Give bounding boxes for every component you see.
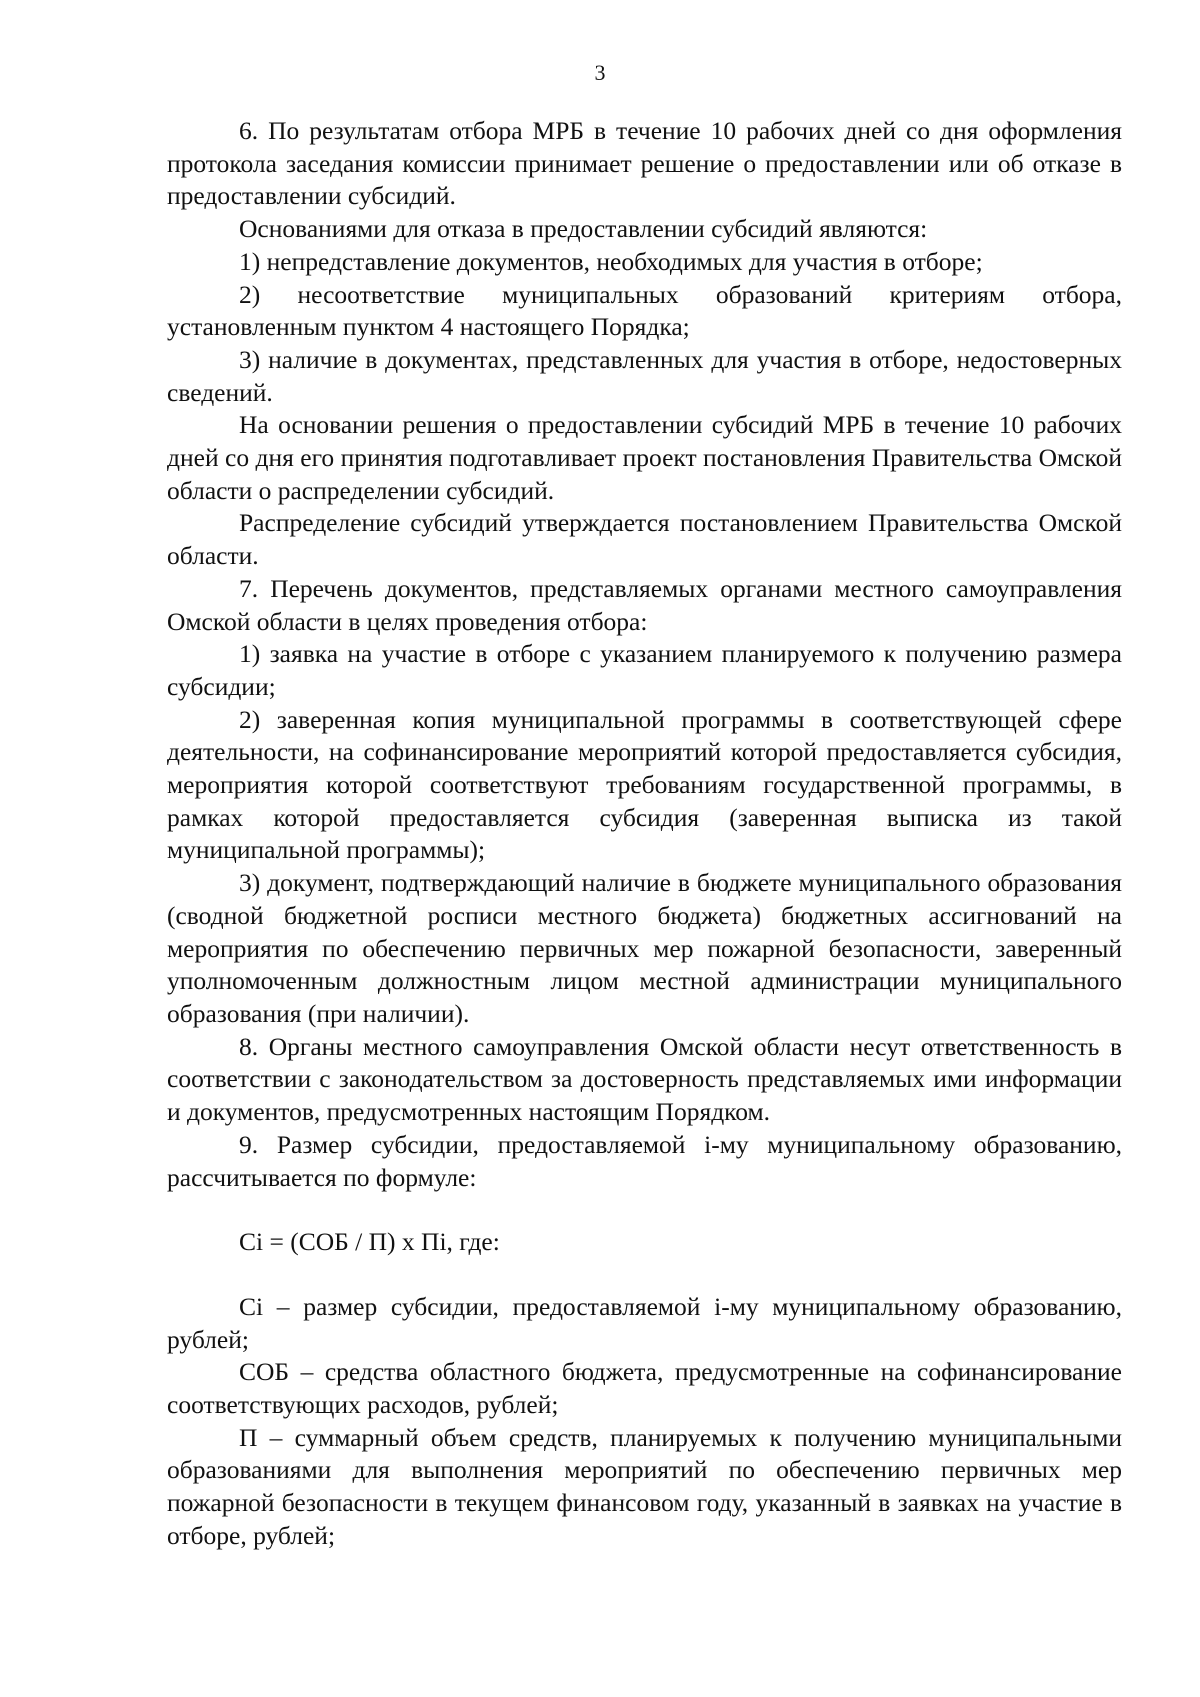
paragraph-distribution: Распределение субсидий утверждается постановлением Правительства Омской области. [167, 508, 1122, 571]
definition-sob: СОБ – средства областного бюджета, предусмотренные на софинансирование соответствующих расходов, рублей; [167, 1357, 1122, 1420]
subsidy-formula: Ci = (СОБ / П) x Пi, где: [239, 1227, 500, 1257]
paragraph-6-decision: 6. По результатам отбора МРБ в течение 10 рабочих дней со дня оформления протокола заседания комиссии принимает решение о предоставлении или об отказе в предоставлении субсидий. [167, 116, 1122, 211]
paragraph-8-responsibility: 8. Органы местного самоуправления Омской области несут ответственность в соответствии с законодательством за достоверность представляемых ими информации и документов, предусмотренных настоящим Порядком. [167, 1031, 1122, 1127]
document-item-1: 1) заявка на участие в отборе с указанием планируемого к получению размера субсидии; [167, 639, 1122, 701]
document-item-2: 2) заверенная копия муниципальной программы в соответствующей сфере деятельности, на софинансирование мероприятий которой предоставляется субсидия, мероприятия которой соответствуют требованиям государственной программы, в рамках которой предоставляется субсидия (заверенная выписка из такой муниципальной программы); [167, 704, 1122, 865]
definition-ci: Ci – размер субсидии, предоставляемой i-му муниципальному образованию, рублей; [167, 1291, 1122, 1354]
paragraph-refusal-grounds: Основаниями для отказа в предоставлении субсидий являются: [239, 214, 928, 244]
paragraph-7-documents-list: 7. Перечень документов, представляемых органами местного самоуправления Омской области в целях проведения отбора: [167, 573, 1122, 636]
refusal-ground-3: 3) наличие в документах, представленных для участия в отборе, недостоверных сведений. [167, 344, 1122, 407]
page-number: 3 [594, 60, 606, 85]
definition-p: П – суммарный объем средств, планируемых к получению муниципальными образованиями для выполнения мероприятий по обеспечению первичных мер пожарной безопасности в текущем финансовом году, указанный в заявках на участие в отборе, рублей; [167, 1422, 1122, 1550]
document-body [167, 115, 1122, 1553]
refusal-ground-2: 2) несоответствие муниципальных образований критериям отбора, установленным пунктом 4 настоящего Порядка; [167, 279, 1122, 342]
document-item-3: 3) документ, подтверждающий наличие в бюджете муниципального образования (сводной бюджетной росписи местного бюджета) бюджетных ассигнований на мероприятия по обеспечению первичных мер пожарной безопасности, заверенный уполномоченным должностным лицом местной администрации муниципального образования (при наличии). [167, 868, 1122, 1028]
paragraph-9-subsidy-size: 9. Размер субсидии, предоставляемой i-му муниципальному образованию, рассчитывается по формуле: [167, 1129, 1122, 1192]
paragraph-decision-basis: На основании решения о предоставлении субсидий МРБ в течение 10 рабочих дней со дня его принятия подготавливает проект постановления Правительства Омской области о распределении субсидий. [167, 410, 1122, 505]
refusal-ground-1: 1) непредставление документов, необходимых для участия в отборе; [239, 246, 983, 276]
